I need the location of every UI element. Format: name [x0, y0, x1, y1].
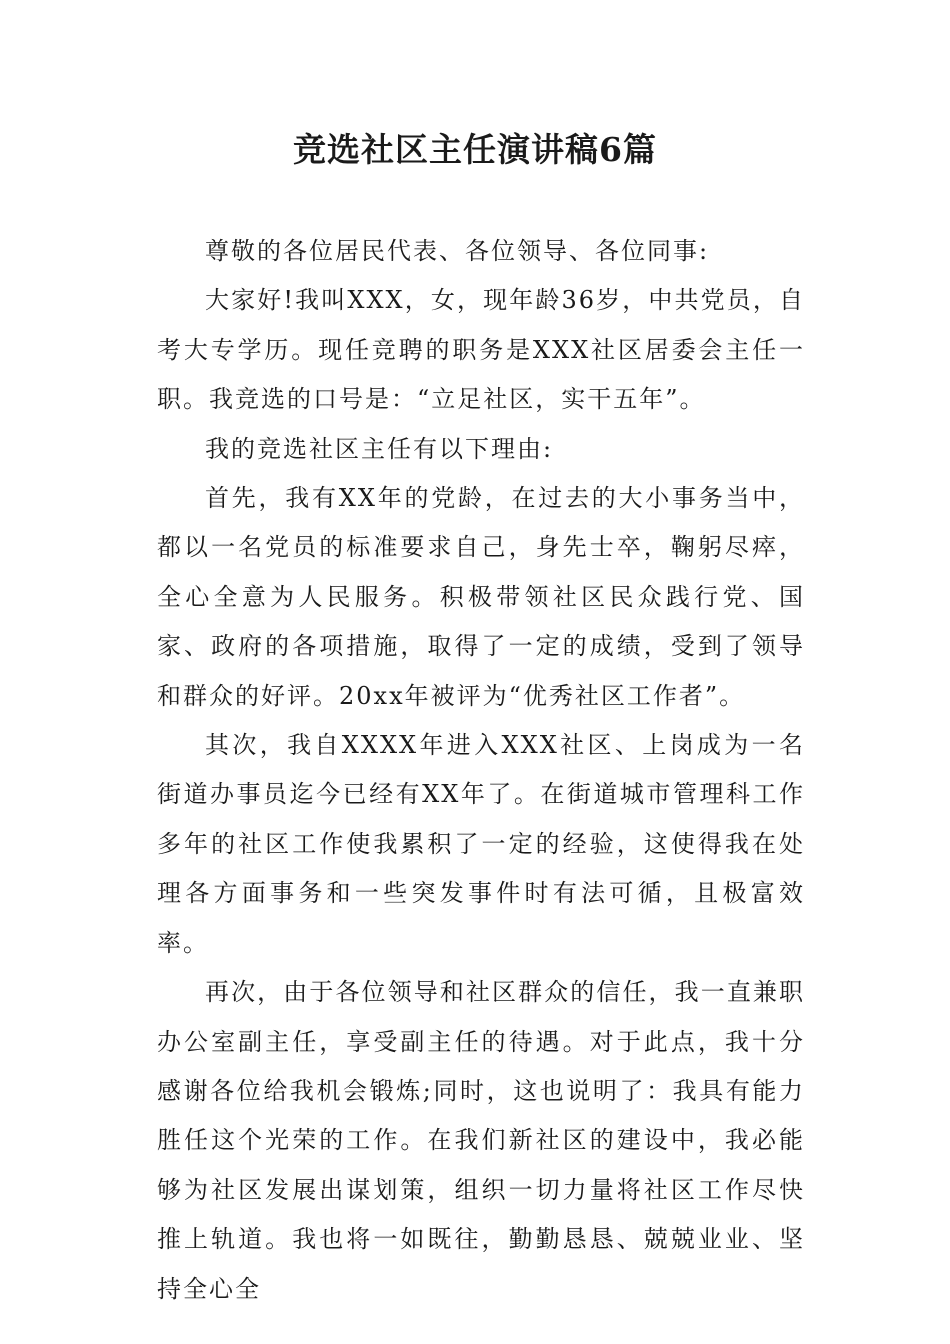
document-body	[157, 227, 805, 1314]
paragraph-reason-third: 再次，由于各位领导和社区群众的信任，我一直兼职办公室副主任，享受副主任的待遇。对于此点，我十分感谢各位给我机会锻炼;同时，这也说明了：我具有能力胜任这个光荣的工作。在我们新社区的建设中，我必能够为社区发展出谋划策，组织一切力量将社区工作尽快推上轨道。我也将一如既往，勤勤恳恳、兢兢业业、坚持全心全	[157, 978, 805, 1303]
document-title: 竞选社区主任演讲稿6篇	[293, 130, 657, 169]
paragraph-reason-second: 其次，我自XXXX年进入XXX社区、上岗成为一名街道办事员迄今已经有XX年了。在街道城市管理科工作多年的社区工作使我累积了一定的经验，这使得我在处理各方面事务和一些突发事件时有法可循，且极富效率。	[157, 731, 805, 957]
paragraph-salutation: 尊敬的各位居民代表、各位领导、各位同事:	[205, 237, 710, 265]
paragraph-introduction: 大家好!我叫XXX，女，现年龄36岁，中共党员，自考大专学历。现任竞聘的职务是XXX社区居委会主任一职。我竞选的口号是：“立足社区，实干五年”。	[157, 286, 805, 414]
paragraph-reason-first: 首先，我有XX年的党龄，在过去的大小事务当中，都以一名党员的标准要求自己，身先士卒，鞠躬尽瘁，全心全意为人民服务。积极带领社区民众践行党、国家、政府的各项措施，取得了一定的成绩，受到了领导和群众的好评。20xx年被评为“优秀社区工作者”。	[157, 484, 805, 710]
paragraph-reasons-heading: 我的竞选社区主任有以下理由:	[205, 434, 554, 463]
